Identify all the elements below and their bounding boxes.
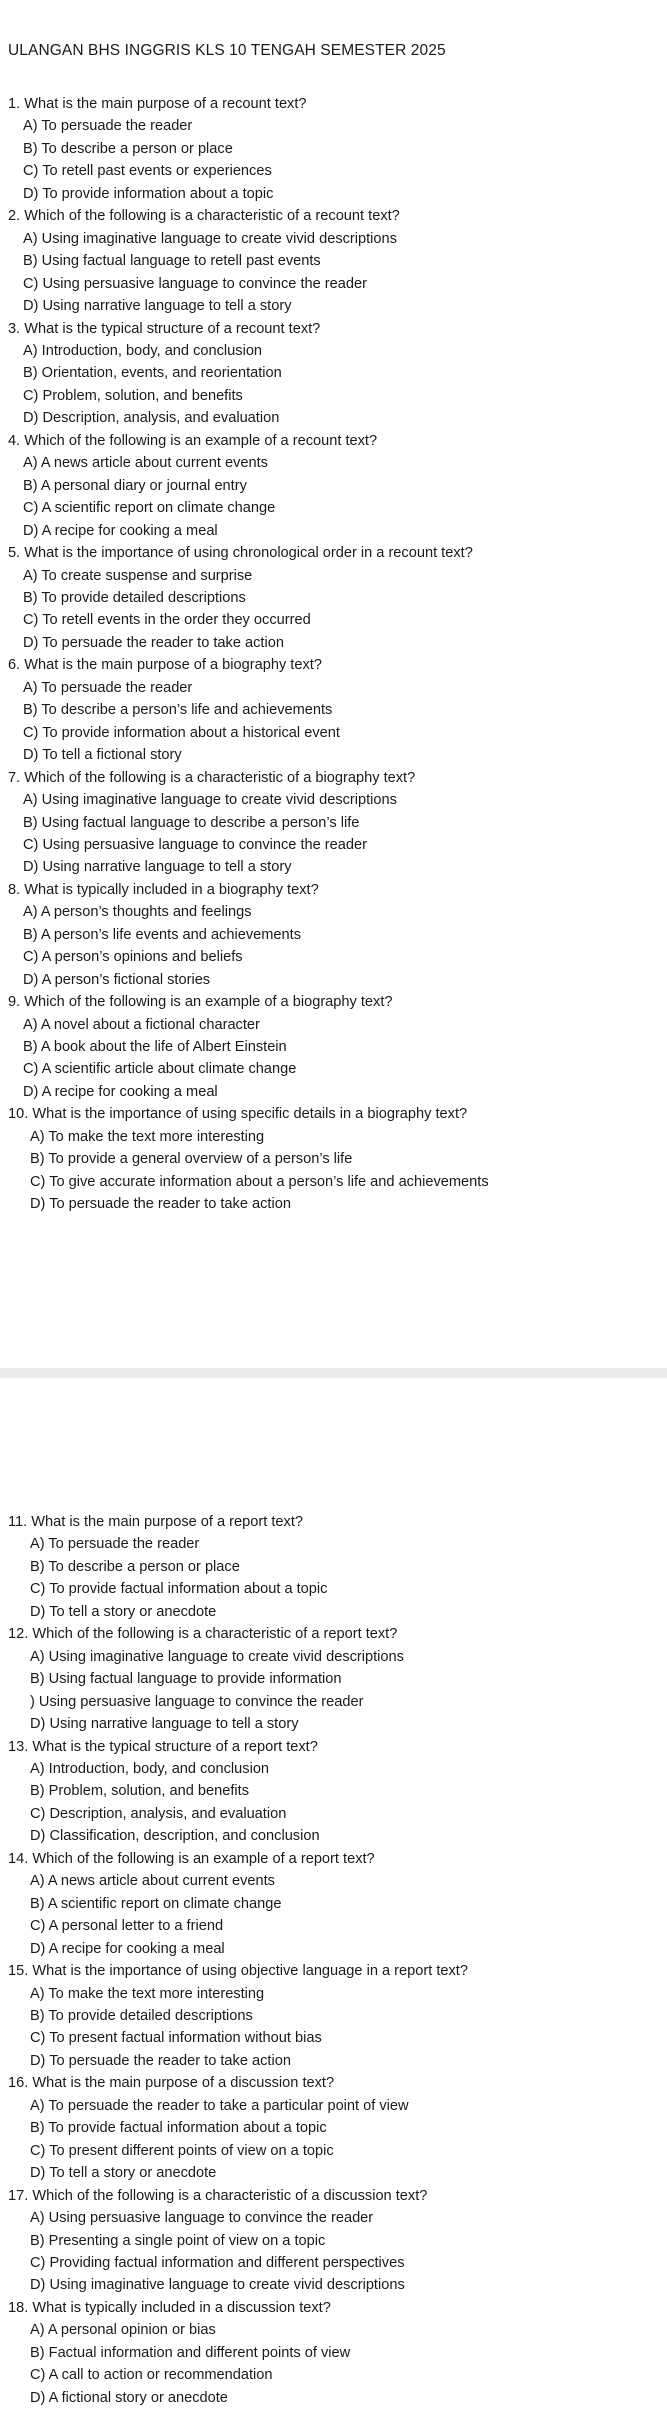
answer-option: A) To persuade the reader bbox=[23, 679, 193, 696]
answer-option: D) Description, analysis, and evaluation bbox=[23, 410, 280, 427]
document-page-2 bbox=[0, 1378, 667, 2418]
answer-option: C) A person’s opinions and beliefs bbox=[23, 949, 243, 966]
answer-options bbox=[8, 1758, 659, 1848]
question-text: 4. Which of the following is an example of a recount text? bbox=[8, 432, 378, 449]
answer-option: A) Using persuasive language to convince the reader bbox=[30, 2210, 374, 2227]
answer-option: A) To make the text more interesting bbox=[30, 1985, 265, 2002]
answer-option: C) To provide factual information about a topic bbox=[30, 1581, 328, 1598]
answer-option: D) A recipe for cooking a meal bbox=[23, 522, 218, 539]
answer-option: D) Classification, description, and conclusion bbox=[30, 1828, 320, 1845]
answer-option: A) Using imaginative language to create vivid descriptions bbox=[23, 230, 397, 247]
question-text: 15. What is the importance of using objective language in a report text? bbox=[8, 1963, 468, 1980]
answer-options bbox=[8, 1870, 659, 1960]
answer-options bbox=[8, 565, 659, 655]
question-item bbox=[8, 1848, 659, 1960]
question-item bbox=[8, 430, 659, 542]
answer-option: B) Factual information and different points of view bbox=[30, 2344, 351, 2361]
answer-option: D) To persuade the reader to take action bbox=[23, 634, 284, 651]
answer-option: D) To persuade the reader to take action bbox=[30, 2052, 291, 2069]
question-text: 13. What is the typical structure of a report text? bbox=[8, 1738, 318, 1755]
question-item bbox=[8, 1511, 659, 1623]
answer-option: B) Using factual language to retell past events bbox=[23, 253, 321, 270]
answer-option: C) To provide information about a historical event bbox=[23, 724, 340, 741]
answer-option: C) To give accurate information about a person’s life and achievements bbox=[30, 1173, 489, 1190]
question-text: 18. What is typically included in a discussion text? bbox=[8, 2299, 331, 2316]
answer-option: C) To present different points of view on a topic bbox=[30, 2142, 334, 2159]
answer-option: B) To describe a person or place bbox=[30, 1558, 240, 1575]
answer-option: D) To tell a story or anecdote bbox=[30, 2165, 217, 2182]
answer-option: C) To retell past events or experiences bbox=[23, 163, 272, 180]
answer-option: B) Using factual language to describe a person’s life bbox=[23, 814, 360, 831]
answer-options bbox=[8, 228, 659, 318]
question-text: 8. What is typically included in a biography text? bbox=[8, 881, 319, 898]
answer-option: D) Using narrative language to tell a story bbox=[23, 859, 292, 876]
answer-options bbox=[8, 340, 659, 430]
answer-option: A) A personal opinion or bias bbox=[30, 2322, 216, 2339]
answer-option: A) Introduction, body, and conclusion bbox=[23, 342, 263, 359]
question-item bbox=[8, 767, 659, 879]
question-list bbox=[8, 1511, 659, 2409]
question-text: 1. What is the main purpose of a recount text? bbox=[8, 96, 307, 112]
answer-option: A) To persuade the reader to take a particular point of view bbox=[30, 2097, 409, 2114]
question-text: 12. Which of the following is a characteristic of a report text? bbox=[8, 1626, 398, 1643]
question-item bbox=[8, 2185, 659, 2297]
question-text: 5. What is the importance of using chronological order in a recount text? bbox=[8, 545, 473, 562]
question-text: 2. Which of the following is a characteristic of a recount text? bbox=[8, 208, 400, 225]
answer-option: D) A recipe for cooking a meal bbox=[30, 1940, 225, 1957]
answer-options bbox=[8, 2095, 659, 2185]
answer-options bbox=[8, 1014, 659, 1104]
question-list bbox=[8, 93, 659, 1216]
question-text: 9. Which of the following is an example of a biography text? bbox=[8, 994, 393, 1011]
answer-option: A) Using imaginative language to create vivid descriptions bbox=[30, 1648, 404, 1665]
answer-options bbox=[8, 1983, 659, 2073]
answer-option: A) Introduction, body, and conclusion bbox=[30, 1760, 270, 1777]
answer-option: A) A novel about a fictional character bbox=[23, 1016, 260, 1033]
answer-option: B) Problem, solution, and benefits bbox=[30, 1783, 250, 1800]
question-item bbox=[8, 93, 659, 205]
answer-options bbox=[8, 1646, 659, 1736]
question-item bbox=[8, 318, 659, 430]
answer-option: B) To provide detailed descriptions bbox=[30, 2007, 253, 2024]
answer-options bbox=[8, 115, 659, 205]
answer-option: A) To make the text more interesting bbox=[30, 1128, 265, 1145]
answer-options bbox=[8, 2319, 659, 2409]
answer-option: B) To provide factual information about a topic bbox=[30, 2120, 327, 2137]
answer-options bbox=[8, 452, 659, 542]
question-item bbox=[8, 991, 659, 1103]
answer-options bbox=[8, 901, 659, 991]
answer-options bbox=[8, 1126, 659, 1216]
answer-option: B) To provide detailed descriptions bbox=[23, 589, 246, 606]
answer-option: B) To provide a general overview of a person’s life bbox=[30, 1151, 353, 1168]
question-item bbox=[8, 2297, 659, 2409]
question-item bbox=[8, 879, 659, 991]
answer-option: B) A person’s life events and achievements bbox=[23, 926, 301, 943]
question-item bbox=[8, 654, 659, 766]
answer-option: B) Presenting a single point of view on a topic bbox=[30, 2232, 326, 2249]
question-text: 11. What is the main purpose of a report text? bbox=[8, 1514, 304, 1530]
answer-option: B) A personal diary or journal entry bbox=[23, 477, 247, 494]
question-item bbox=[8, 205, 659, 317]
answer-option: B) A scientific report on climate change bbox=[30, 1895, 282, 1912]
answer-option: C) A scientific report on climate change bbox=[23, 500, 276, 517]
answer-options bbox=[8, 1533, 659, 1623]
answer-option: D) To tell a story or anecdote bbox=[30, 1603, 217, 1620]
answer-option: A) To create suspense and surprise bbox=[23, 567, 253, 584]
page-title: ULANGAN BHS INGGRIS KLS 10 TENGAH SEMESTER 2025 bbox=[8, 42, 446, 59]
question-text: 17. Which of the following is a characteristic of a discussion text? bbox=[8, 2187, 428, 2204]
answer-option: C) Description, analysis, and evaluation bbox=[30, 1805, 287, 1822]
answer-option: C) A call to action or recommendation bbox=[30, 2367, 273, 2384]
answer-option: C) To retell events in the order they occurred bbox=[23, 612, 311, 629]
question-item bbox=[8, 1960, 659, 2072]
answer-option: C) Providing factual information and different perspectives bbox=[30, 2254, 405, 2271]
answer-option: A) A person’s thoughts and feelings bbox=[23, 904, 252, 921]
answer-option: A) Using imaginative language to create vivid descriptions bbox=[23, 792, 397, 809]
answer-option: D) Using narrative language to tell a story bbox=[23, 298, 292, 315]
answer-option: D) To persuade the reader to take action bbox=[30, 1196, 291, 1213]
answer-option: ) Using persuasive language to convince the reader bbox=[30, 1693, 364, 1710]
answer-option: D) A recipe for cooking a meal bbox=[23, 1083, 218, 1100]
answer-options bbox=[8, 789, 659, 879]
question-item bbox=[8, 542, 659, 654]
answer-option: D) Using imaginative language to create vivid descriptions bbox=[30, 2277, 405, 2294]
answer-option: B) Orientation, events, and reorientation bbox=[23, 365, 282, 382]
answer-option: C) Using persuasive language to convince the reader bbox=[23, 275, 367, 292]
answer-option: C) Using persuasive language to convince the reader bbox=[23, 836, 367, 853]
answer-option: D) A person’s fictional stories bbox=[23, 971, 211, 988]
answer-option: B) To describe a person’s life and achievements bbox=[23, 702, 333, 719]
question-text: 6. What is the main purpose of a biography text? bbox=[8, 657, 322, 674]
question-item bbox=[8, 2072, 659, 2184]
answer-option: B) Using factual language to provide information bbox=[30, 1671, 342, 1688]
answer-option: B) To describe a person or place bbox=[23, 140, 233, 157]
question-text: 7. Which of the following is a characteristic of a biography text? bbox=[8, 769, 416, 786]
question-item bbox=[8, 1736, 659, 1848]
answer-option: C) A scientific article about climate change bbox=[23, 1061, 297, 1078]
question-text: 3. What is the typical structure of a recount text? bbox=[8, 320, 321, 337]
answer-option: B) A book about the life of Albert Einstein bbox=[23, 1039, 287, 1056]
question-text: 14. Which of the following is an example of a report text? bbox=[8, 1850, 375, 1867]
answer-option: C) A personal letter to a friend bbox=[30, 1918, 224, 1935]
answer-option: D) To tell a fictional story bbox=[23, 747, 182, 764]
question-item bbox=[8, 1623, 659, 1735]
question-text: 10. What is the importance of using specific details in a biography text? bbox=[8, 1106, 468, 1123]
answer-option: D) A fictional story or anecdote bbox=[30, 2389, 228, 2406]
answer-option: C) Problem, solution, and benefits bbox=[23, 387, 243, 404]
answer-option: D) Using narrative language to tell a story bbox=[30, 1716, 299, 1733]
answer-option: A) A news article about current events bbox=[30, 1873, 275, 1890]
answer-options bbox=[8, 2207, 659, 2297]
question-item bbox=[8, 1103, 659, 1215]
answer-option: C) To present factual information without bias bbox=[30, 2030, 322, 2047]
page-separator bbox=[0, 1368, 667, 1378]
answer-option: A) A news article about current events bbox=[23, 455, 268, 472]
answer-option: D) To provide information about a topic bbox=[23, 185, 274, 202]
answer-options bbox=[8, 677, 659, 767]
question-text: 16. What is the main purpose of a discussion text? bbox=[8, 2075, 335, 2092]
answer-option: A) To persuade the reader bbox=[30, 1536, 200, 1553]
answer-option: A) To persuade the reader bbox=[23, 118, 193, 135]
